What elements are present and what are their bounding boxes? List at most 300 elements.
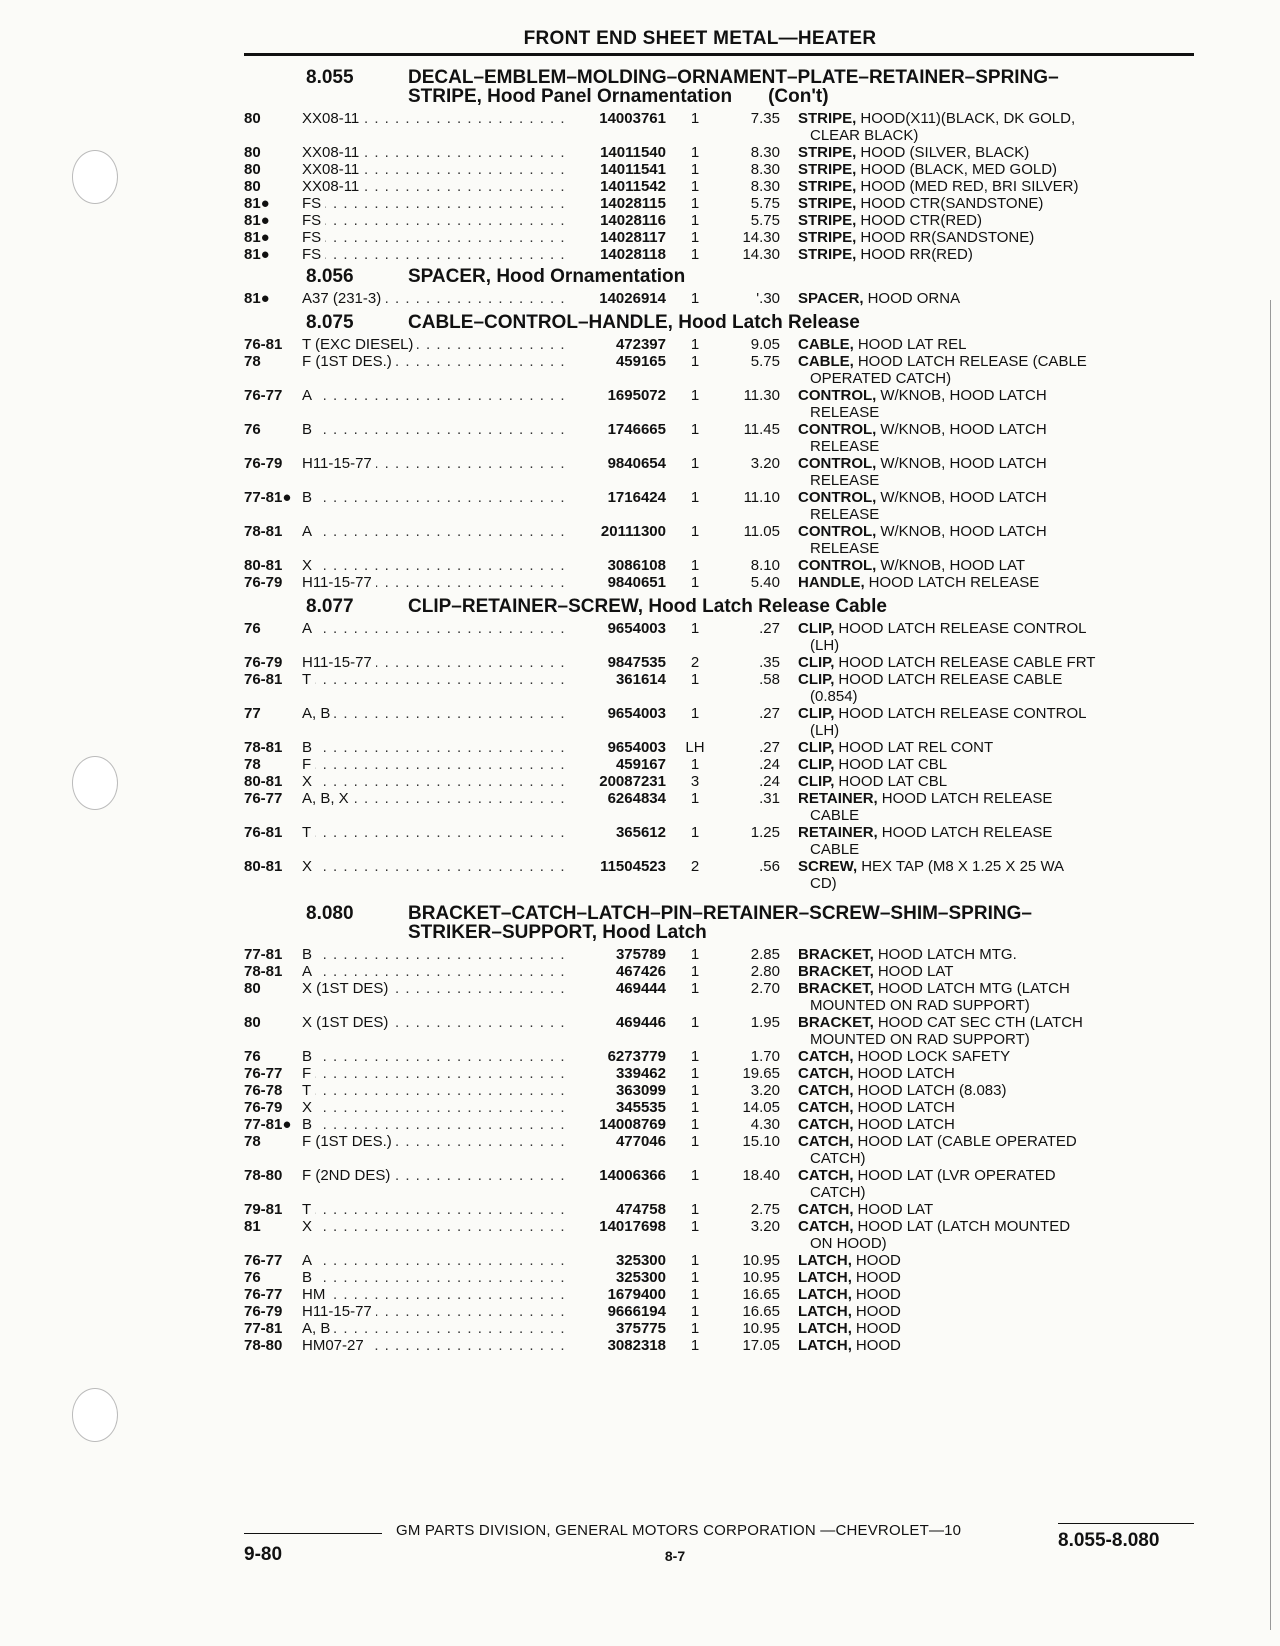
part-description [798, 229, 1194, 246]
price: 11.45 [743, 421, 780, 438]
model-year: 80 [244, 980, 261, 997]
section-title-line2 [408, 923, 1194, 942]
description-text: HOOD LAT [857, 1201, 934, 1218]
model-code-cell [302, 229, 566, 246]
model-code: FS [302, 229, 325, 246]
part-row [244, 1133, 1194, 1167]
model-code-cell [302, 1252, 566, 1269]
section-title-continued: STRIKER–SUPPORT, Hood Latch [408, 922, 707, 943]
description-line [798, 1252, 1194, 1269]
model-year: 76 [244, 1048, 261, 1065]
part-name: STRIPE, [798, 212, 857, 229]
model-code-cell [302, 1269, 566, 1286]
price: 8.30 [750, 178, 780, 195]
model-year: 76-77 [244, 1286, 283, 1303]
description-continued: RELEASE [810, 472, 880, 489]
description-text: HOOD LAT CBL [838, 756, 948, 773]
quantity: 1 [690, 1218, 700, 1235]
part-row [244, 963, 1194, 980]
part-name: CLIP, [798, 705, 835, 722]
part-number: 9654003 [607, 739, 666, 756]
quantity: 1 [690, 387, 700, 404]
description-line [798, 574, 1194, 591]
description-line [798, 1320, 1194, 1337]
quantity: 1 [690, 1303, 700, 1320]
part-name: LATCH, [798, 1286, 852, 1303]
model-code: X [302, 1099, 316, 1116]
part-row [244, 1201, 1194, 1218]
part-row [244, 229, 1194, 246]
part-row [244, 1269, 1194, 1286]
description-text: HOOD CTR(SANDSTONE) [860, 195, 1044, 212]
quantity: 1 [690, 1065, 700, 1082]
part-description [798, 773, 1194, 790]
quantity: LH [685, 739, 705, 756]
model-code-cell [302, 790, 566, 807]
section-number: 8.075 [306, 312, 354, 333]
part-description [798, 1252, 1194, 1269]
part-name: STRIPE, [798, 144, 857, 161]
quantity: 1 [690, 1167, 700, 1184]
quantity: 1 [690, 290, 700, 307]
description-line [798, 824, 1194, 841]
description-line [798, 523, 1194, 540]
quantity: 1 [690, 1099, 700, 1116]
description-text: HOOD [855, 1286, 901, 1303]
part-number: 459165 [615, 353, 666, 370]
quantity: 1 [690, 1133, 700, 1150]
description-line [798, 212, 1194, 229]
part-name: STRIPE, [798, 246, 857, 263]
parts-listing [244, 68, 1194, 1354]
model-code-cell [302, 1048, 566, 1065]
price: 11.05 [743, 523, 780, 540]
model-code-cell [302, 161, 566, 178]
description-text: W/KNOB, HOOD LATCH [880, 455, 1047, 472]
part-row [244, 1167, 1194, 1201]
price: 2.75 [750, 1201, 780, 1218]
model-code: T [302, 1082, 315, 1099]
part-row [244, 212, 1194, 229]
model-code-cell [302, 671, 566, 688]
model-year: 76 [244, 421, 261, 438]
part-description [798, 455, 1194, 489]
model-code: A [302, 963, 316, 980]
model-code-cell [302, 290, 566, 307]
part-row [244, 178, 1194, 195]
model-code: HM [302, 1286, 329, 1303]
model-code: A, B, X [302, 790, 353, 807]
description-continued: CLEAR BLACK) [810, 127, 919, 144]
part-description [798, 739, 1194, 756]
part-row [244, 739, 1194, 756]
description-text: HOOD LATCH RELEASE [881, 790, 1053, 807]
part-row [244, 824, 1194, 858]
price: 16.65 [742, 1286, 780, 1303]
quantity: 3 [690, 773, 700, 790]
part-description [798, 110, 1194, 144]
part-name: CATCH, [798, 1218, 854, 1235]
part-number: 3086108 [607, 557, 666, 574]
model-code-cell [302, 1303, 566, 1320]
part-description [798, 195, 1194, 212]
model-year: 80-81 [244, 557, 283, 574]
description-line [798, 739, 1194, 756]
description-line [798, 858, 1194, 875]
description-text: HOOD CAT SEC CTH (LATCH [877, 1014, 1083, 1031]
model-code: A [302, 620, 316, 637]
model-code-cell [302, 557, 566, 574]
part-description [798, 1116, 1194, 1133]
description-continued: CD) [810, 875, 837, 892]
description-line [798, 1065, 1194, 1082]
model-code-cell [302, 178, 566, 195]
description-line [798, 178, 1194, 195]
part-row [244, 946, 1194, 963]
part-number: 459167 [615, 756, 666, 773]
model-year: 76-79 [244, 455, 283, 472]
section-title: SPACER, Hood Ornamentation [408, 266, 686, 287]
model-code: A [302, 387, 316, 404]
quantity: 1 [690, 178, 700, 195]
description-text: HOOD LOCK SAFETY [857, 1048, 1011, 1065]
catalog-section [244, 904, 1194, 1354]
description-line [798, 705, 1194, 722]
part-name: STRIPE, [798, 110, 857, 127]
model-code: A, B [302, 1320, 334, 1337]
description-text: HOOD LAT REL [857, 336, 967, 353]
model-year: 81● [244, 246, 270, 263]
part-description [798, 1201, 1194, 1218]
quantity: 2 [690, 654, 700, 671]
model-code-cell [302, 489, 566, 506]
description-text: HOOD (BLACK, MED GOLD) [860, 161, 1058, 178]
quantity: 1 [690, 336, 700, 353]
model-code: X (1ST DES) [302, 1014, 392, 1031]
price: .24 [759, 756, 780, 773]
model-year: 81 [244, 1218, 261, 1235]
catalog-section [244, 597, 1194, 892]
part-name: CONTROL, [798, 557, 877, 574]
quantity: 1 [690, 756, 700, 773]
part-row [244, 523, 1194, 557]
part-description [798, 574, 1194, 591]
part-row [244, 1082, 1194, 1099]
price: 2.80 [750, 963, 780, 980]
part-description [798, 980, 1194, 1014]
part-description [798, 421, 1194, 455]
model-year: 76-78 [244, 1082, 283, 1099]
model-code-cell [302, 705, 566, 722]
part-row [244, 654, 1194, 671]
description-line [798, 1201, 1194, 1218]
model-year: 80-81 [244, 773, 283, 790]
part-description [798, 246, 1194, 263]
description-line [798, 1133, 1194, 1150]
description-line [798, 1099, 1194, 1116]
description-line [798, 1286, 1194, 1303]
part-description [798, 858, 1194, 892]
model-year: 77-81 [244, 946, 283, 963]
model-code: XX08-11 [302, 144, 363, 161]
part-name: BRACKET, [798, 946, 874, 963]
price: 10.95 [742, 1320, 780, 1337]
description-line [798, 790, 1194, 807]
part-row [244, 980, 1194, 1014]
part-description [798, 144, 1194, 161]
part-row [244, 1286, 1194, 1303]
part-number: 6264834 [607, 790, 666, 807]
description-line [798, 773, 1194, 790]
model-year: 76-77 [244, 1252, 283, 1269]
section-title: DECAL–EMBLEM–MOLDING–ORNAMENT–PLATE–RETAINER–SPRING– [408, 67, 1059, 88]
quantity: 1 [690, 705, 700, 722]
description-text: W/KNOB, HOOD LAT [880, 557, 1026, 574]
model-code-cell [302, 387, 566, 404]
description-text: HOOD [855, 1303, 901, 1320]
part-row [244, 1116, 1194, 1133]
price: 5.75 [750, 212, 780, 229]
model-code: T [302, 824, 315, 841]
quantity: 2 [690, 858, 700, 875]
model-code-cell [302, 756, 566, 773]
model-code: H11-15-77 [302, 1303, 376, 1320]
model-code: XX08-11 [302, 110, 363, 127]
description-text: HOOD LAT (CABLE OPERATED [857, 1133, 1077, 1150]
part-row [244, 336, 1194, 353]
description-text: W/KNOB, HOOD LATCH [880, 387, 1047, 404]
part-name: LATCH, [798, 1252, 852, 1269]
part-number: 469444 [615, 980, 666, 997]
price: 8.10 [750, 557, 780, 574]
model-code-cell [302, 946, 566, 963]
model-code-cell [302, 620, 566, 637]
model-code: X [302, 773, 316, 790]
part-description [798, 946, 1194, 963]
page-title: FRONT END SHEET METAL—HEATER [523, 28, 877, 49]
description-line [798, 654, 1194, 671]
part-row [244, 110, 1194, 144]
part-number: 20111300 [600, 523, 666, 540]
part-number: 375775 [615, 1320, 666, 1337]
part-number: 9840654 [607, 455, 666, 472]
quantity: 1 [690, 523, 700, 540]
footer-page-number: 8-7 [664, 1548, 686, 1564]
model-code-cell [302, 1286, 566, 1303]
description-line [798, 336, 1194, 353]
model-code: F [302, 756, 315, 773]
part-description [798, 212, 1194, 229]
quantity: 1 [690, 229, 700, 246]
model-code: H11-15-77 [302, 455, 376, 472]
part-number: 345535 [615, 1099, 666, 1116]
price: 5.75 [750, 353, 780, 370]
model-code: H11-15-77 [302, 654, 376, 671]
description-text: HEX TAP (M8 X 1.25 X 25 WA [861, 858, 1065, 875]
model-year: 80-81 [244, 858, 283, 875]
model-code: B [302, 421, 316, 438]
quantity: 1 [690, 212, 700, 229]
description-continued: RELEASE [810, 506, 880, 523]
description-line [798, 620, 1194, 637]
model-year: 76 [244, 1269, 261, 1286]
price: .27 [759, 739, 780, 756]
quantity: 1 [690, 421, 700, 438]
part-number: 477046 [615, 1133, 666, 1150]
part-description [798, 523, 1194, 557]
description-text: HOOD LATCH MTG (LATCH [877, 980, 1070, 997]
part-number: 1695072 [607, 387, 666, 404]
part-name: STRIPE, [798, 229, 857, 246]
description-line [798, 455, 1194, 472]
price: 2.85 [750, 946, 780, 963]
part-name: RETAINER, [798, 824, 878, 841]
description-text: HOOD LATCH MTG. [877, 946, 1017, 963]
model-code-cell [302, 212, 566, 229]
part-name: STRIPE, [798, 161, 857, 178]
quantity: 1 [690, 1286, 700, 1303]
quantity: 1 [690, 790, 700, 807]
model-year: 77 [244, 705, 261, 722]
quantity: 1 [690, 557, 700, 574]
description-text: HOOD (MED RED, BRI SILVER) [860, 178, 1079, 195]
section-heading [244, 597, 1194, 616]
description-text: HOOD ORNA [867, 290, 961, 307]
description-continued: RELEASE [810, 540, 880, 557]
quantity: 1 [690, 671, 700, 688]
part-row [244, 1099, 1194, 1116]
part-description [798, 790, 1194, 824]
price: .27 [759, 620, 780, 637]
description-line [798, 110, 1194, 127]
part-name: CATCH, [798, 1201, 854, 1218]
model-code-cell [302, 963, 566, 980]
model-code: HM07-27 [302, 1337, 368, 1354]
part-number: 11504523 [600, 858, 666, 875]
model-year: 76-77 [244, 790, 283, 807]
quantity: 1 [690, 1201, 700, 1218]
model-year: 78-81 [244, 523, 283, 540]
part-number: 14028116 [600, 212, 666, 229]
price: 14.30 [742, 229, 780, 246]
description-line [798, 229, 1194, 246]
description-text: HOOD RR(RED) [860, 246, 973, 263]
price: 15.10 [742, 1133, 780, 1150]
price: .56 [759, 858, 780, 875]
part-name: CATCH, [798, 1133, 854, 1150]
description-text: HOOD [855, 1252, 901, 1269]
part-number: 14011542 [600, 178, 666, 195]
description-line [798, 1269, 1194, 1286]
model-year: 76-79 [244, 574, 283, 591]
description-text: W/KNOB, HOOD LATCH [880, 421, 1047, 438]
part-number: 325300 [615, 1252, 666, 1269]
model-code: FS [302, 195, 325, 212]
model-code: F (1ST DES.) [302, 353, 396, 370]
section-title-continued: STRIPE, Hood Panel Ornamentation [408, 86, 733, 107]
part-number: 14011540 [600, 144, 666, 161]
description-line [798, 1218, 1194, 1235]
part-description [798, 557, 1194, 574]
footer-section-range: 8.055-8.080 [1058, 1530, 1160, 1551]
part-row [244, 387, 1194, 421]
price: 17.05 [742, 1337, 780, 1354]
part-number: 325300 [615, 1269, 666, 1286]
quantity: 1 [690, 980, 700, 997]
model-code: FS [302, 246, 325, 263]
part-name: BRACKET, [798, 1014, 874, 1031]
part-description [798, 1133, 1194, 1167]
part-row [244, 705, 1194, 739]
footer-publisher: GM PARTS DIVISION, GENERAL MOTORS CORPORATION —CHEVROLET—10 [396, 1522, 962, 1539]
model-code-cell [302, 110, 566, 127]
part-name: CABLE, [798, 353, 854, 370]
part-name: CATCH, [798, 1099, 854, 1116]
description-line [798, 963, 1194, 980]
part-row [244, 1337, 1194, 1354]
description-text: HOOD CTR(RED) [860, 212, 983, 229]
section-title-block [408, 597, 1194, 616]
part-name: CONTROL, [798, 523, 877, 540]
model-year: 76-79 [244, 1099, 283, 1116]
price: .24 [759, 773, 780, 790]
description-text: HOOD LATCH RELEASE [868, 574, 1040, 591]
description-text: HOOD [855, 1337, 901, 1354]
punch-hole-top [72, 150, 118, 204]
model-year: 81● [244, 212, 270, 229]
model-code: A37 (231-3) [302, 290, 385, 307]
part-row [244, 489, 1194, 523]
model-year: 77-81● [244, 1116, 292, 1133]
part-description [798, 705, 1194, 739]
part-description [798, 290, 1194, 307]
description-text: HOOD LATCH (8.083) [857, 1082, 1007, 1099]
price: 3.20 [750, 455, 780, 472]
part-number: 375789 [615, 946, 666, 963]
description-line [798, 756, 1194, 773]
part-number: 1716424 [607, 489, 666, 506]
description-text: HOOD (SILVER, BLACK) [860, 144, 1030, 161]
model-code: F (1ST DES.) [302, 1133, 396, 1150]
part-row [244, 756, 1194, 773]
part-number: 14026914 [599, 290, 666, 307]
catalog-section [244, 68, 1194, 263]
part-description [798, 756, 1194, 773]
price: 5.75 [750, 195, 780, 212]
description-continued: RELEASE [810, 438, 880, 455]
price: .35 [759, 654, 780, 671]
description-line [798, 557, 1194, 574]
model-code-cell [302, 574, 566, 591]
price: 5.40 [750, 574, 780, 591]
header-rule [244, 53, 1194, 56]
part-number: 365612 [615, 824, 666, 841]
model-code: A, B [302, 705, 334, 722]
model-code-cell [302, 824, 566, 841]
part-description [798, 1303, 1194, 1320]
part-name: CLIP, [798, 756, 835, 773]
price: .58 [759, 671, 780, 688]
model-code: XX08-11 [302, 178, 363, 195]
model-code: T [302, 671, 315, 688]
quantity: 1 [690, 946, 700, 963]
quantity: 1 [690, 824, 700, 841]
quantity: 1 [690, 455, 700, 472]
description-line [798, 1303, 1194, 1320]
part-description [798, 671, 1194, 705]
description-line [798, 1167, 1194, 1184]
description-line [798, 246, 1194, 263]
